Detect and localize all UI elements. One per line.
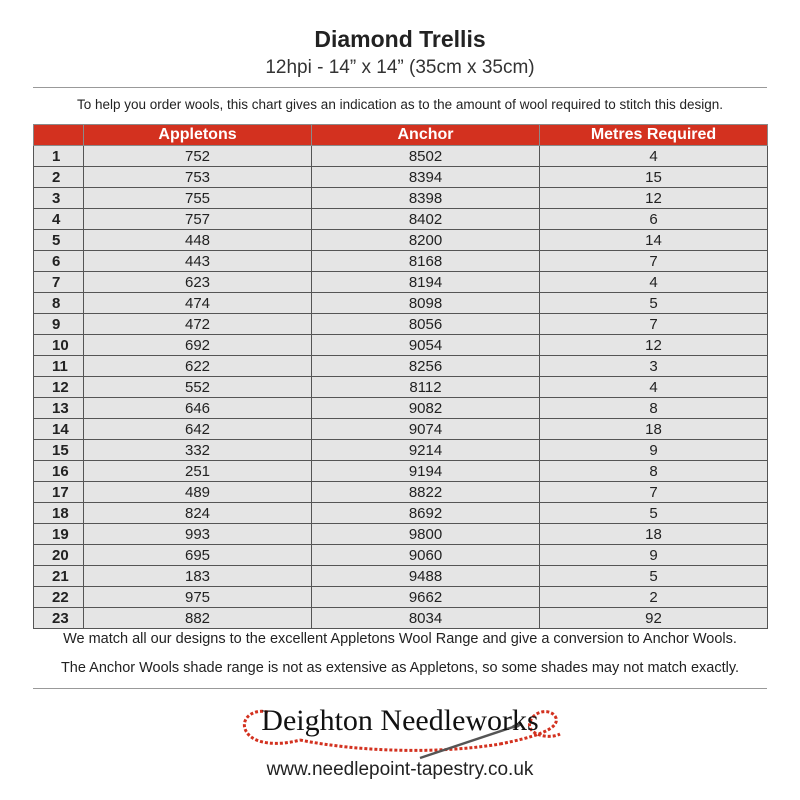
anchor-code: 8112 (312, 377, 540, 398)
appletons-code: 752 (84, 146, 312, 167)
anchor-code: 8502 (312, 146, 540, 167)
appletons-code: 646 (84, 398, 312, 419)
appletons-code: 443 (84, 251, 312, 272)
metres-required: 4 (540, 272, 768, 293)
table-row (34, 566, 768, 587)
wool-table (33, 124, 768, 629)
anchor-code: 9662 (312, 587, 540, 608)
appletons-code: 552 (84, 377, 312, 398)
metres-required: 6 (540, 209, 768, 230)
metres-required: 18 (540, 524, 768, 545)
anchor-code: 8200 (312, 230, 540, 251)
table-row (34, 524, 768, 545)
note-appletons: We match all our designs to the excellent Appletons Wool Range and give a conversion to Anchor Wools. (63, 631, 737, 647)
table-row (34, 398, 768, 419)
appletons-code: 642 (84, 419, 312, 440)
table-row (34, 587, 768, 608)
intro-text: To help you order wools, this chart gives an indication as to the amount of wool required to stitch this design. (76, 97, 724, 112)
table-row (34, 293, 768, 314)
appletons-code: 183 (84, 566, 312, 587)
appletons-code: 975 (84, 587, 312, 608)
appletons-code: 332 (84, 440, 312, 461)
table-row (34, 188, 768, 209)
anchor-code: 9194 (312, 461, 540, 482)
appletons-code: 472 (84, 314, 312, 335)
appletons-code: 753 (84, 167, 312, 188)
table-row (34, 356, 768, 377)
appletons-code: 824 (84, 503, 312, 524)
metres-required: 4 (540, 146, 768, 167)
website-url: www.needlepoint-tapestry.co.uk (266, 759, 534, 780)
anchor-code: 8402 (312, 209, 540, 230)
anchor-code: 8168 (312, 251, 540, 272)
metres-required: 3 (540, 356, 768, 377)
anchor-code: 9054 (312, 335, 540, 356)
header-metres-required: Metres Required (540, 125, 768, 146)
table-row (34, 230, 768, 251)
row-number: 6 (34, 251, 84, 272)
table-row (34, 461, 768, 482)
table-row (34, 608, 768, 629)
table-row (34, 482, 768, 503)
appletons-code: 251 (84, 461, 312, 482)
anchor-code: 8394 (312, 167, 540, 188)
metres-required: 15 (540, 167, 768, 188)
row-number: 22 (34, 587, 84, 608)
anchor-code: 8194 (312, 272, 540, 293)
anchor-code: 8098 (312, 293, 540, 314)
metres-required: 7 (540, 482, 768, 503)
appletons-code: 993 (84, 524, 312, 545)
metres-required: 7 (540, 314, 768, 335)
anchor-code: 8034 (312, 608, 540, 629)
row-number: 21 (34, 566, 84, 587)
table-header-row (34, 125, 768, 146)
appletons-code: 622 (84, 356, 312, 377)
anchor-code: 8692 (312, 503, 540, 524)
logo-text: Deighton Needleworks (261, 704, 539, 737)
row-number: 17 (34, 482, 84, 503)
note-anchor: The Anchor Wools shade range is not as extensive as Appletons, so some shades may not match exactly. (60, 660, 740, 676)
row-number: 1 (34, 146, 84, 167)
metres-required: 9 (540, 440, 768, 461)
table-row (34, 314, 768, 335)
row-number: 19 (34, 524, 84, 545)
top-divider (33, 87, 767, 88)
anchor-code: 9060 (312, 545, 540, 566)
row-number: 16 (34, 461, 84, 482)
anchor-code: 8056 (312, 314, 540, 335)
table-row (34, 251, 768, 272)
header-appletons: Appletons (84, 125, 312, 146)
appletons-code: 695 (84, 545, 312, 566)
appletons-code: 882 (84, 608, 312, 629)
appletons-code: 755 (84, 188, 312, 209)
row-number: 13 (34, 398, 84, 419)
page-title: Diamond Trellis (314, 26, 486, 52)
anchor-code: 9082 (312, 398, 540, 419)
row-number: 15 (34, 440, 84, 461)
appletons-code: 623 (84, 272, 312, 293)
table-row (34, 440, 768, 461)
row-number: 3 (34, 188, 84, 209)
row-number: 12 (34, 377, 84, 398)
row-number: 4 (34, 209, 84, 230)
row-number: 11 (34, 356, 84, 377)
row-number: 5 (34, 230, 84, 251)
bottom-divider (33, 688, 767, 689)
metres-required: 9 (540, 545, 768, 566)
appletons-code: 474 (84, 293, 312, 314)
table-body (34, 146, 768, 629)
table-row (34, 545, 768, 566)
anchor-code: 9488 (312, 566, 540, 587)
row-number: 10 (34, 335, 84, 356)
metres-required: 5 (540, 503, 768, 524)
metres-required: 5 (540, 566, 768, 587)
row-number: 9 (34, 314, 84, 335)
metres-required: 12 (540, 188, 768, 209)
metres-required: 8 (540, 398, 768, 419)
anchor-code: 8398 (312, 188, 540, 209)
row-number: 14 (34, 419, 84, 440)
metres-required: 5 (540, 293, 768, 314)
anchor-code: 9074 (312, 419, 540, 440)
row-number: 2 (34, 167, 84, 188)
appletons-code: 692 (84, 335, 312, 356)
table-row (34, 377, 768, 398)
anchor-code: 8256 (312, 356, 540, 377)
row-number: 20 (34, 545, 84, 566)
appletons-code: 757 (84, 209, 312, 230)
anchor-code: 9214 (312, 440, 540, 461)
row-number: 23 (34, 608, 84, 629)
metres-required: 2 (540, 587, 768, 608)
metres-required: 8 (540, 461, 768, 482)
metres-required: 18 (540, 419, 768, 440)
header-anchor: Anchor (312, 125, 540, 146)
appletons-code: 489 (84, 482, 312, 503)
row-number: 8 (34, 293, 84, 314)
table-row (34, 272, 768, 293)
table-row (34, 335, 768, 356)
header-number (34, 125, 84, 146)
table-row (34, 167, 768, 188)
table-row (34, 503, 768, 524)
table-row (34, 146, 768, 167)
metres-required: 7 (540, 251, 768, 272)
metres-required: 14 (540, 230, 768, 251)
table-row (34, 419, 768, 440)
row-number: 7 (34, 272, 84, 293)
appletons-code: 448 (84, 230, 312, 251)
anchor-code: 9800 (312, 524, 540, 545)
metres-required: 92 (540, 608, 768, 629)
page-subtitle: 12hpi - 14” x 14” (35cm x 35cm) (265, 57, 535, 78)
metres-required: 12 (540, 335, 768, 356)
table-row (34, 209, 768, 230)
row-number: 18 (34, 503, 84, 524)
anchor-code: 8822 (312, 482, 540, 503)
metres-required: 4 (540, 377, 768, 398)
